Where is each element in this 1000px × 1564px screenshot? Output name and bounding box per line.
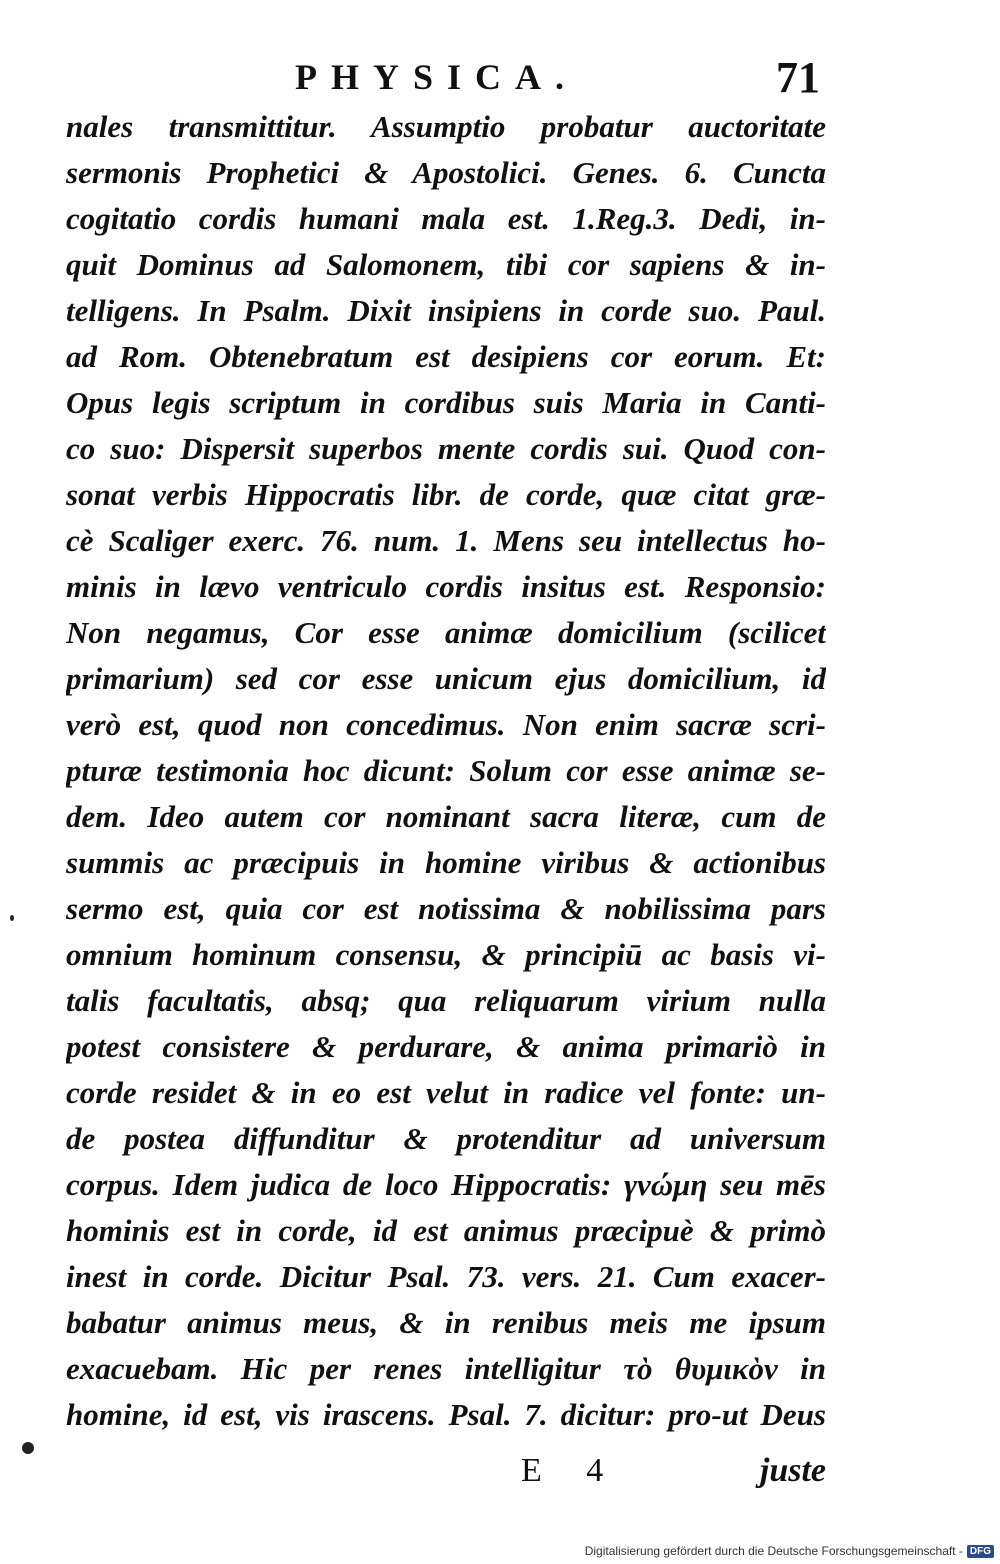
digitization-note: Digitalisierung gefördert durch die Deutsche Forschungsgemeinschaft - (584, 1544, 963, 1558)
text-line: homine, id est, vis irascens. Psal. 7. dicitur: pro-ut Deus (66, 1397, 826, 1432)
text-line: sermonis Prophetici & Apostolici. Genes. 6. Cuncta (66, 155, 826, 190)
body-text (66, 104, 826, 1438)
dfg-logo-icon: DFG (967, 1545, 994, 1558)
text-line: nales transmittitur. Assumptio probatur auctoritate (66, 109, 826, 144)
text-line: co suo: Dispersit superbos mente cordis sui. Quod con- (66, 431, 826, 466)
text-line: verò est, quod non concedimus. Non enim sacræ scri- (66, 707, 826, 742)
signature-line (66, 1452, 826, 1502)
running-title: PHYSICA. (295, 57, 579, 97)
text-line: talis facultatis, absq; qua reliquarum virium nulla (66, 983, 826, 1018)
catchword: juste (759, 1452, 826, 1489)
text-line: corpus. Idem judica de loco Hippocratis: γνώμη seu mēs (66, 1167, 826, 1202)
text-line: summis ac præcipuis in homine viribus & actionibus (66, 845, 826, 880)
text-line: sermo est, quia cor est notissima & nobilissima pars (66, 891, 826, 926)
ink-speck (10, 915, 14, 921)
running-head (60, 52, 820, 102)
page-number: 71 (776, 53, 820, 102)
digitization-footer (585, 1542, 994, 1560)
text-line: babatur animus meus, & in renibus meis me ipsum (66, 1305, 826, 1340)
text-line: cogitatio cordis humani mala est. 1.Reg.3. Dedi, in- (66, 201, 826, 236)
text-line: omnium hominum consensu, & principiū ac basis vi- (66, 937, 826, 972)
text-line: pturæ testimonia hoc dicunt: Solum cor esse animæ se- (66, 753, 826, 788)
text-line: dem. Ideo autem cor nominant sacra literæ, cum de (66, 799, 826, 834)
text-line: cè Scaliger exerc. 76. num. 1. Mens seu intellectus ho- (66, 523, 826, 558)
text-line: quit Dominus ad Salomonem, tibi cor sapiens & in- (66, 247, 826, 282)
text-line: Non negamus, Cor esse animæ domicilium (scilicet (66, 615, 826, 650)
signature-mark: E 4 (521, 1452, 622, 1489)
text-line: de postea diffunditur & protenditur ad universum (66, 1121, 826, 1156)
text-line: sonat verbis Hippocratis libr. de corde, quæ citat græ- (66, 477, 826, 512)
text-line: potest consistere & perdurare, & anima primariò in (66, 1029, 826, 1064)
text-line: minis in lævo ventriculo cordis insitus est. Responsio: (66, 569, 826, 604)
text-line: Opus legis scriptum in cordibus suis Maria in Canti- (66, 385, 826, 420)
text-line: ad Rom. Obtenebratum est desipiens cor eorum. Et: (66, 339, 826, 374)
text-line: primarium) sed cor esse unicum ejus domicilium, id (66, 661, 826, 696)
ink-speck (22, 1442, 34, 1454)
text-line: inest in corde. Dicitur Psal. 73. vers. 21. Cum exacer- (66, 1259, 826, 1294)
text-line: corde residet & in eo est velut in radice vel fonte: un- (66, 1075, 826, 1110)
text-line: hominis est in corde, id est animus præcipuè & primò (66, 1213, 826, 1248)
text-line: exacuebam. Hic per renes intelligitur τὸ θυμικὸν in (66, 1351, 826, 1386)
text-line: telligens. In Psalm. Dixit insipiens in corde suo. Paul. (66, 293, 826, 328)
